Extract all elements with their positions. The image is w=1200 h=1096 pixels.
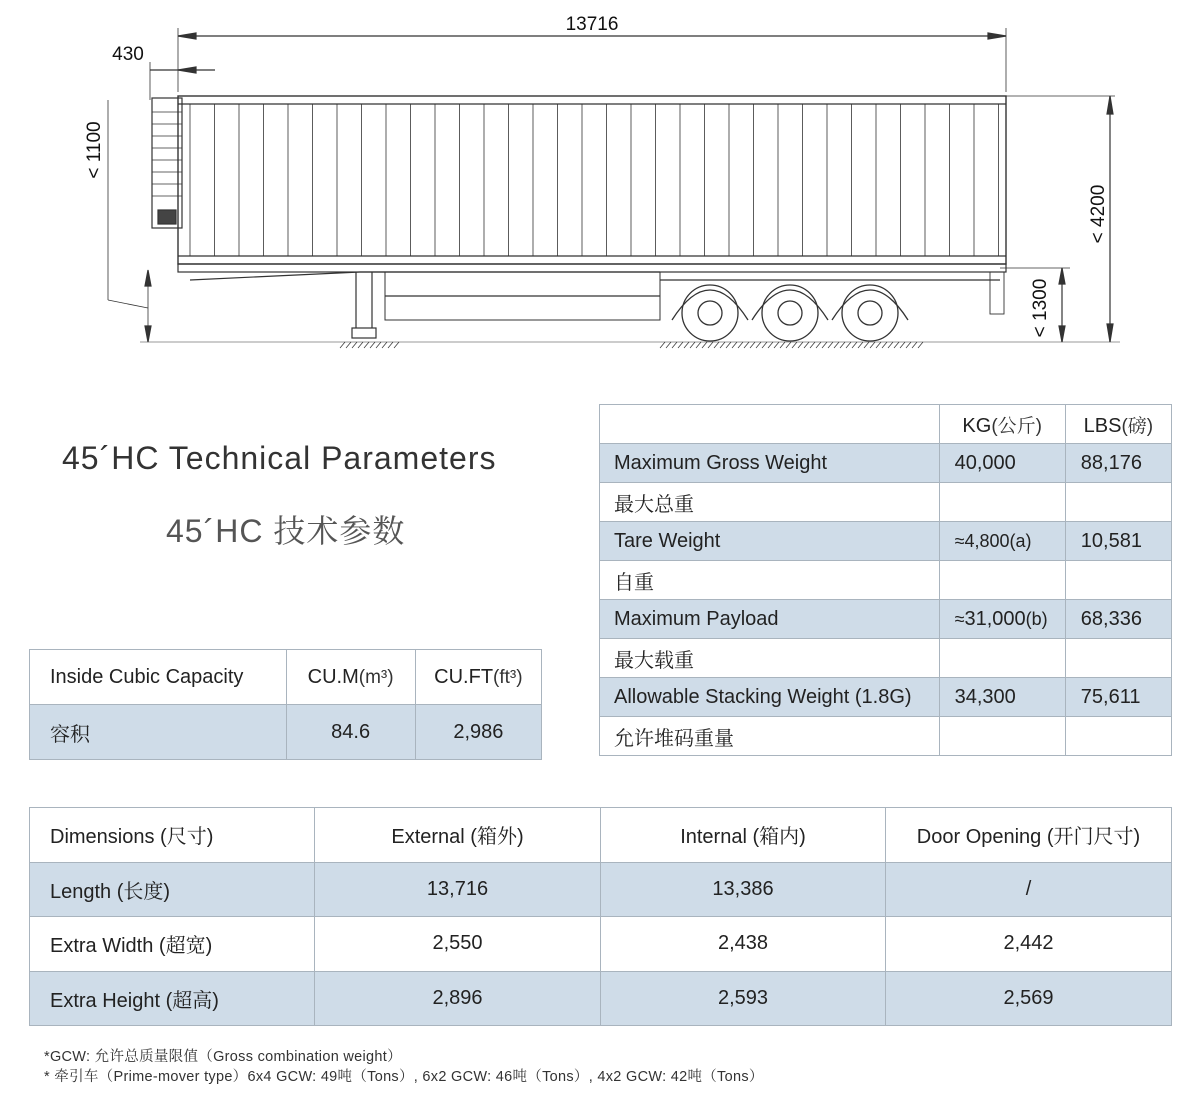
external-value: 13,716 [315, 862, 601, 917]
internal-header: Internal (箱内) [601, 808, 886, 863]
row-label: Tare Weight [600, 522, 940, 561]
lbs-value: 75,611 [1065, 678, 1171, 717]
kg-value: 34,300 [939, 678, 1065, 717]
dimensions-table [29, 807, 1172, 1026]
table-row [600, 444, 1172, 483]
external-header: External (箱外) [315, 808, 601, 863]
cum-header: CU.M(m³) [286, 650, 415, 705]
dim-total-height: < 4200 [1088, 184, 1109, 244]
dim-length: 13716 [565, 14, 619, 35]
row-label: 最大总重 [600, 483, 940, 522]
table-row [600, 717, 1172, 756]
lbs-value: 68,336 [1065, 600, 1171, 639]
kg-value: ≈4,800(a) [939, 522, 1065, 561]
dim-unit-height: < 1100 [84, 121, 105, 179]
row-label: Maximum Payload [600, 600, 940, 639]
external-value: 2,550 [315, 917, 601, 972]
title-chinese: 45´HC 技术参数 [166, 513, 406, 549]
dim-deck-height: < 1300 [1030, 278, 1051, 338]
cum-value: 84.6 [286, 705, 415, 760]
dim-overhang: 430 [112, 44, 144, 65]
table-row [600, 639, 1172, 678]
footnote: *GCW: 允许总质量限值（Gross combination weight） [44, 1049, 402, 1065]
door-header: Door Opening (开门尺寸) [886, 808, 1172, 863]
cuft-value: 2,986 [415, 705, 541, 760]
weights-header-row [600, 405, 1172, 444]
table-row [600, 600, 1172, 639]
internal-value: 13,386 [601, 862, 886, 917]
lbs-value: 88,176 [1065, 444, 1171, 483]
capacity-table [29, 649, 542, 760]
dim-header: Dimensions (尺寸) [30, 808, 315, 863]
row-label: Length (长度) [30, 862, 315, 917]
table-row [30, 862, 1172, 917]
trailer-drawing [0, 0, 1200, 360]
table-row [600, 561, 1172, 600]
kg-value: 40,000 [939, 444, 1065, 483]
row-label: Allowable Stacking Weight (1.8G) [600, 678, 940, 717]
internal-value: 2,438 [601, 917, 886, 972]
lbs-value: 10,581 [1065, 522, 1171, 561]
row-label: 允许堆码重量 [600, 717, 940, 756]
table-row [600, 678, 1172, 717]
external-value: 2,896 [315, 971, 601, 1026]
table-row [30, 705, 542, 760]
table-row [30, 917, 1172, 972]
lbs-header: LBS(磅) [1065, 405, 1171, 444]
row-label: 自重 [600, 561, 940, 600]
kg-value: ≈31,000(b) [939, 600, 1065, 639]
row-label: 最大载重 [600, 639, 940, 678]
row-label: Extra Width (超宽) [30, 917, 315, 972]
row-label: Extra Height (超高) [30, 971, 315, 1026]
weights-table [599, 404, 1172, 756]
cuft-header: CU.FT(ft³) [415, 650, 541, 705]
dimensions-header-row [30, 808, 1172, 863]
internal-value: 2,593 [601, 971, 886, 1026]
footnotes [44, 1048, 764, 1087]
capacity-label: Inside Cubic Capacity [30, 650, 287, 705]
row-label: Maximum Gross Weight [600, 444, 940, 483]
kg-header: KG(公斤) [939, 405, 1065, 444]
table-row [600, 483, 1172, 522]
table-row [600, 522, 1172, 561]
table-row [30, 971, 1172, 1026]
capacity-header-row [30, 650, 542, 705]
door-value: 2,569 [886, 971, 1172, 1026]
row-label: 容积 [30, 705, 287, 760]
title-english: 45´HC Technical Parameters [62, 440, 497, 476]
door-value: / [886, 862, 1172, 917]
footnote: * 牵引车（Prime-mover type）6x4 GCW: 49吨（Tons）, 6x2 GCW: 46吨（Tons）, 4x2 GCW: 42吨（Tons） [44, 1068, 764, 1085]
door-value: 2,442 [886, 917, 1172, 972]
